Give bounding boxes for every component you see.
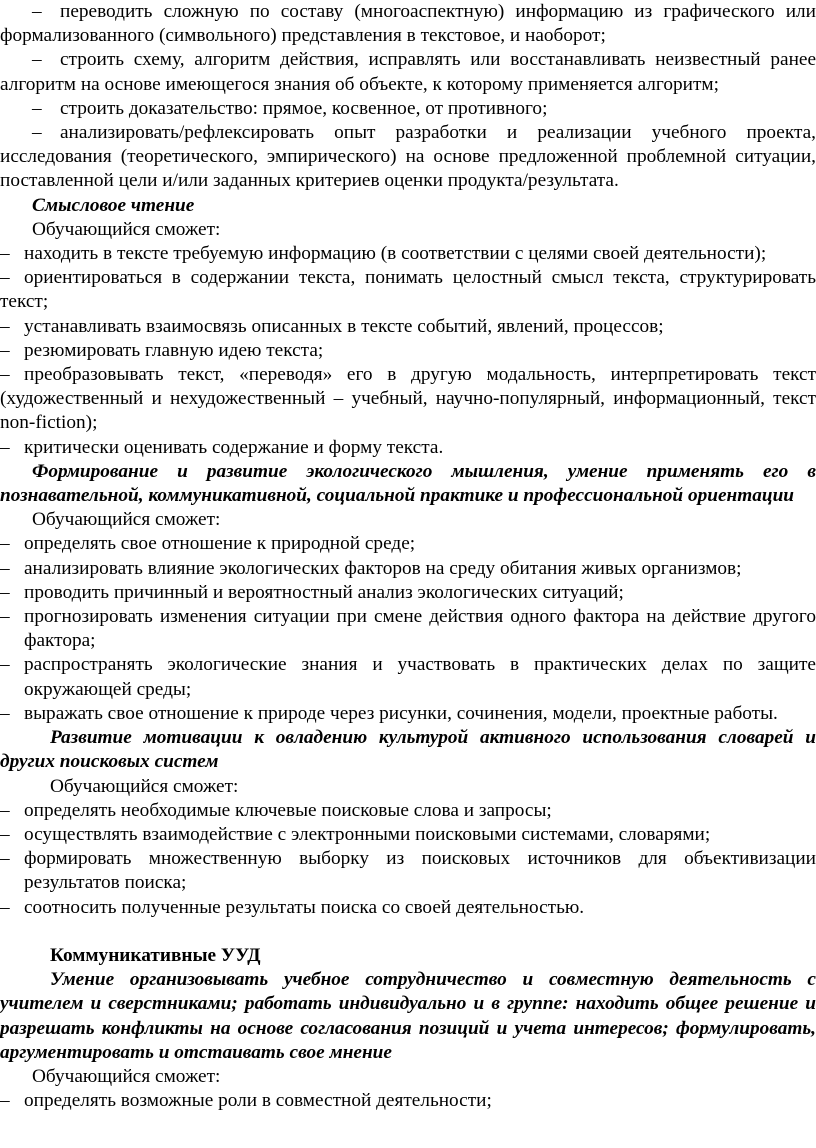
list-item: – формировать множественную выборку из поисковых источников для объективизации результатов поиска; bbox=[0, 848, 816, 894]
dash-bullet: – bbox=[32, 97, 42, 119]
list-item: – строить схему, алгоритм действия, исправлять или восстанавливать неизвестный ранее алгоритм на основе имеющегося знания об объекте, к которому применяется алгоритм; bbox=[0, 49, 816, 95]
list-item: – прогнозировать изменения ситуации при смене действия одного фактора на действие другого фактора; bbox=[0, 606, 816, 652]
dash-bullet: – bbox=[0, 848, 10, 870]
dash-bullet: – bbox=[0, 557, 10, 579]
list-item: – соотносить полученные результаты поиска со своей деятельностью. bbox=[0, 896, 816, 920]
dash-bullet: – bbox=[0, 339, 10, 361]
list-item: – переводить сложную по составу (многоаспектную) информацию из графического или формализованного (символьного) представления в текстовое, и наоборот; bbox=[0, 1, 816, 47]
dash-bullet: – bbox=[0, 1090, 10, 1112]
dash-bullet: – bbox=[0, 606, 10, 628]
dash-bullet: – bbox=[0, 315, 10, 337]
list-item: – выражать свое отношение к природе через рисунки, сочинения, модели, проектные работы. bbox=[0, 702, 816, 726]
section-intro: Обучающийся сможет: bbox=[32, 218, 221, 240]
section-title-ecology: Формирование и развитие экологического мышления, умение применять его в познавательной, коммуникативной, социальной практике и профессиональной ориентации bbox=[0, 460, 816, 507]
section-intro: Обучающийся сможет: bbox=[50, 775, 239, 797]
list-item: – критически оценивать содержание и форму текста. bbox=[0, 436, 816, 460]
dash-bullet: – bbox=[0, 267, 10, 289]
dash-bullet: – bbox=[0, 581, 10, 603]
list-item: – ориентироваться в содержании текста, понимать целостный смысл текста, структурировать текст; bbox=[0, 267, 816, 313]
dash-bullet: – bbox=[0, 702, 10, 724]
spacer bbox=[0, 920, 816, 944]
list-item: – определять возможные роли в совместной деятельности; bbox=[0, 1089, 816, 1113]
list-item: – определять необходимые ключевые поисковые слова и запросы; bbox=[0, 799, 816, 823]
list-item: – устанавливать взаимосвязь описанных в тексте событий, явлений, процессов; bbox=[0, 315, 816, 339]
list-item: – преобразовывать текст, «переводя» его в другую модальность, интерпретировать текст (художественный и нехудожественный – учебный, научно-популярный, информационный, текст non-fiction); bbox=[0, 364, 816, 434]
dash-bullet: – bbox=[0, 654, 10, 676]
section-intro: Обучающийся сможет: bbox=[32, 1065, 221, 1087]
dash-bullet: – bbox=[0, 896, 10, 918]
dash-bullet: – bbox=[0, 436, 10, 458]
list-item: – резюмировать главную идею текста; bbox=[0, 339, 816, 363]
section-title-dictionaries: Развитие мотивации к овладению культурой активного использования словарей и других поисковых систем bbox=[0, 727, 816, 773]
list-item: – осуществлять взаимодействие с электронными поисковыми системами, словарями; bbox=[0, 823, 816, 847]
list-item: – проводить причинный и вероятностный анализ экологических ситуаций; bbox=[0, 581, 816, 605]
list-item: – определять свое отношение к природной среде; bbox=[0, 532, 816, 556]
dash-bullet: – bbox=[0, 533, 10, 555]
list-item: – анализировать влияние экологических факторов на среду обитания живых организмов; bbox=[0, 557, 816, 581]
section-title-communicative: Умение организовывать учебное сотрудничество и совместную деятельность с учителем и сверстниками; работать индивидуально и в группе: находить общее решение и разрешать конфликты на основе согласования позиций и учета интересов; формулировать, аргументировать и отстаивать свое мнение bbox=[0, 969, 816, 1063]
dash-bullet: – bbox=[0, 243, 10, 265]
list-item: – находить в тексте требуемую информацию (в соответствии с целями своей деятельности); bbox=[0, 242, 816, 266]
list-item: – анализировать/рефлексировать опыт разработки и реализации учебного проекта, исследования (теоретического, эмпирического) на основе предложенной проблемной ситуации, поставленной цели и/или заданных критериев оценки продукта/результата. bbox=[0, 122, 816, 192]
dash-bullet: – bbox=[0, 364, 10, 386]
section-heading-communicative: Коммуникативные УУД bbox=[50, 944, 261, 966]
dash-bullet: – bbox=[0, 823, 10, 845]
section-intro: Обучающийся сможет: bbox=[32, 509, 221, 531]
section-title-reading: Смысловое чтение bbox=[32, 194, 195, 216]
dash-bullet: – bbox=[32, 49, 42, 71]
dash-bullet: – bbox=[32, 122, 42, 144]
dash-bullet: – bbox=[0, 799, 10, 821]
list-item: – распространять экологические знания и участвовать в практических делах по защите окружающей среды; bbox=[0, 654, 816, 700]
list-item: – строить доказательство: прямое, косвенное, от противного; bbox=[0, 97, 816, 121]
dash-bullet: – bbox=[32, 1, 42, 22]
